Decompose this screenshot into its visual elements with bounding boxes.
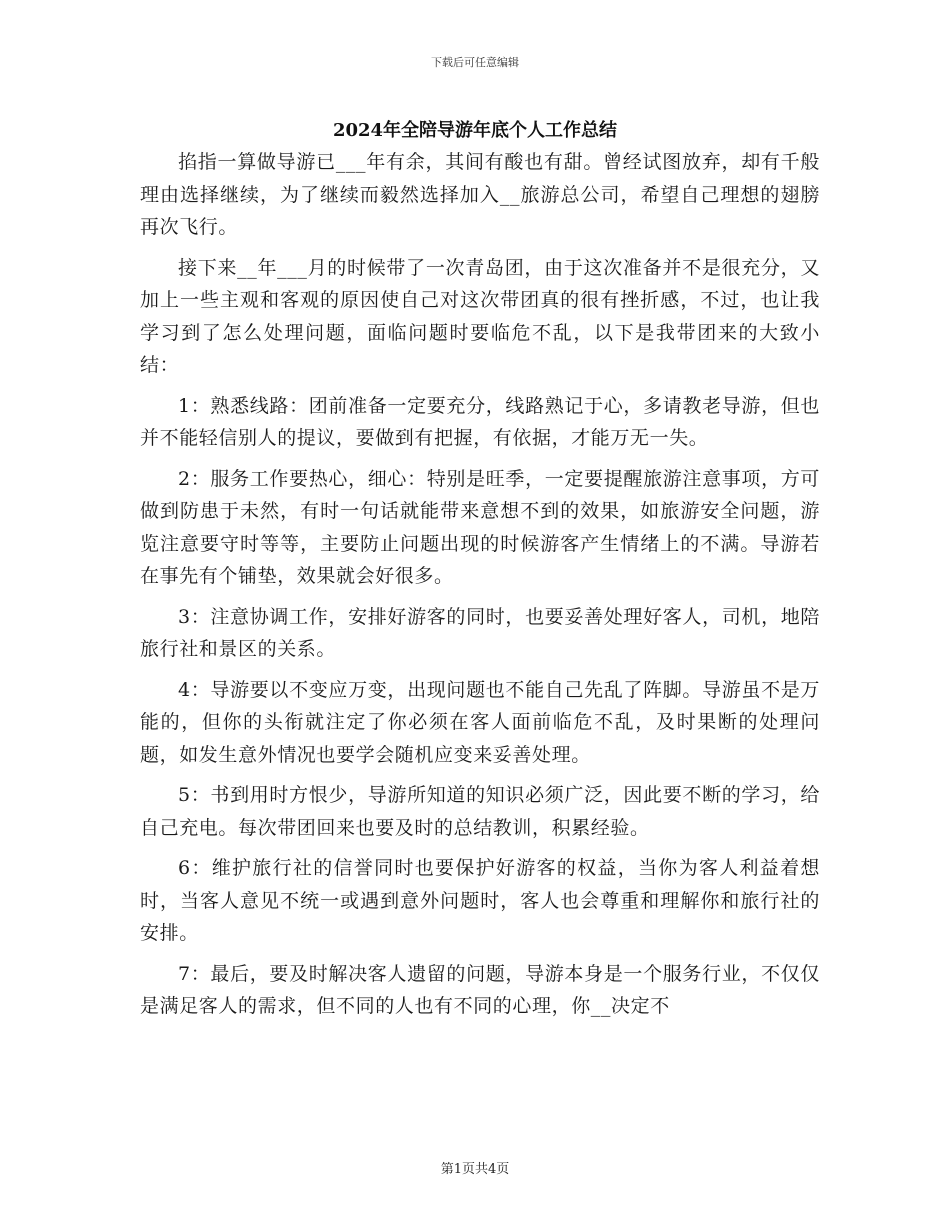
- document-title: 2024年全陪导游年底个人工作总结: [332, 120, 618, 141]
- paragraph-item-3: 3：注意协调工作，安排好游客的同时，也要妥善处理好客人，司机，地陪旅行社和景区的关系。: [140, 605, 820, 660]
- paragraph-item-7: 7：最后，要及时解决客人遗留的问题，导游本身是一个服务行业，不仅仅是满足客人的需求，但不同的人也有不同的心理，你__决定不: [140, 962, 820, 1017]
- page-number-label: 第1页共4页: [440, 1162, 510, 1177]
- paragraph-item-2: 2：服务工作要热心，细心：特别是旺季，一定要提醒旅游注意事项，方可做到防患于未然，有时一句话就能带来意想不到的效果，如旅游安全问题，游览注意要守时等等，主要防止问题出现的时候游客产生情绪上的不满。导游若在事先有个铺垫，效果就会好很多。: [140, 467, 820, 587]
- paragraph-item-4: 4：导游要以不变应万变，出现问题也不能自己先乱了阵脚。导游虽不是万能的，但你的头衔就注定了你必须在客人面前临危不乱，及时果断的处理问题，如发生意外情况也要学会随机应变来妥善处理。: [140, 678, 820, 766]
- document-body: [140, 146, 820, 1031]
- page-footer: [0, 1158, 950, 1177]
- paragraph-item-1: 1：熟悉线路：团前准备一定要充分，线路熟记于心，多请教老导游，但也并不能轻信别人的提议，要做到有把握，有依据，才能万无一失。: [140, 394, 820, 449]
- paragraph-item-6: 6：维护旅行社的信誉同时也要保护好游客的权益，当你为客人利益着想时，当客人意见不统一或遇到意外问题时，客人也会尊重和理解你和旅行社的安排。: [140, 857, 820, 944]
- paragraph-intro: 掐指一算做导游已___年有余，其间有酸也有甜。曾经试图放弃，却有千般理由选择继续，为了继续而毅然选择加入__旅游总公司，希望自己理想的翅膀再次飞行。: [140, 151, 820, 238]
- header-note: 下载后可任意编辑: [431, 56, 519, 69]
- paragraph-qingdao-tour: 接下来__年___月的时候带了一次青岛团，由于这次准备并不是很充分，又加上一些主观和客观的原因使自己对这次带团真的很有挫折感，不过，也让我学习到了怎么处理问题，面临问题时要临危不乱，以下是我带团来的大致小结：: [140, 256, 820, 376]
- paragraph-item-5: 5：书到用时方恨少，导游所知道的知识必须广泛，因此要不断的学习，给自己充电。每次带团回来也要及时的总结教训，积累经验。: [140, 784, 820, 839]
